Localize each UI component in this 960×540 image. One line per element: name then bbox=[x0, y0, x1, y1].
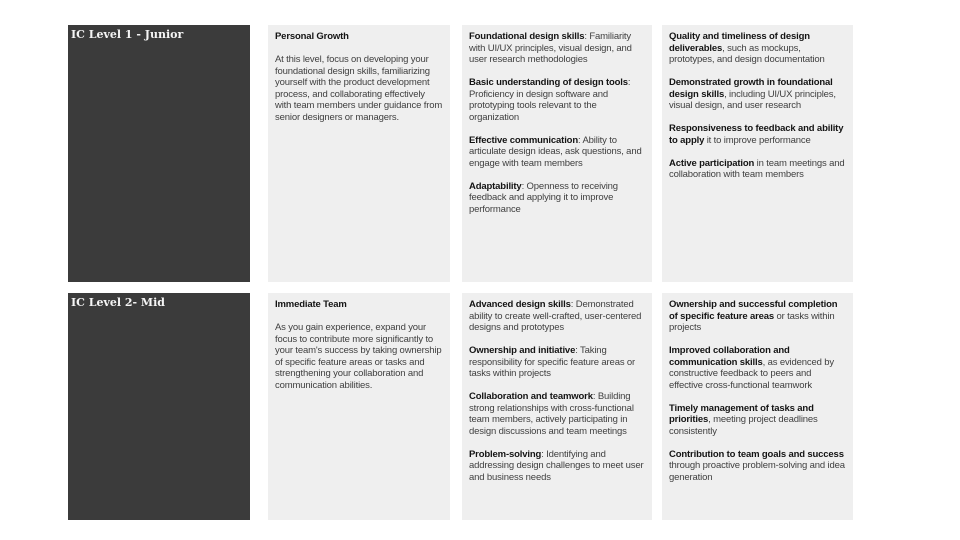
outcome-item-lead: Responsiveness to feedback and ability to apply bbox=[669, 123, 844, 146]
focus-cell bbox=[268, 25, 450, 282]
outcome-item-rest: , including UI/UX principles, visual design, and user research bbox=[669, 88, 836, 111]
outcome-item bbox=[669, 123, 846, 146]
outcome-item bbox=[669, 31, 846, 66]
skill-item-lead: Collaboration and teamwork bbox=[469, 391, 593, 402]
level-label: IC Level 2- Mid bbox=[71, 296, 165, 309]
skill-item-lead: Adaptability bbox=[469, 180, 522, 192]
focus-body: At this level, focus on developing your foundational design skills, familiarizing yourself with the product development process, and collaborating effectively with team members under guidance from senior designers or managers. bbox=[275, 54, 443, 123]
skill-item-rest: : Building strong relationships with cross-functional team members, actively participating in design discussions and team meetings bbox=[469, 391, 634, 437]
outcome-item-lead: Quality and timeliness of design deliverables bbox=[669, 31, 810, 54]
skill-item-rest: : Demonstrated ability to create well-crafted, user-centered designs and prototypes bbox=[469, 299, 642, 333]
skill-item-rest: : Identifying and addressing design challenges to meet user and business needs bbox=[469, 448, 644, 483]
skill-item-rest: : Ability to articulate design ideas, ask questions, and engage with team members bbox=[469, 134, 642, 169]
skill-item bbox=[469, 299, 645, 334]
focus-heading: Immediate Team bbox=[275, 299, 347, 310]
outcome-item-lead: Contribution to team goals and success bbox=[669, 448, 844, 460]
table-row-ic-level-1 bbox=[0, 25, 960, 282]
outcome-item bbox=[669, 158, 846, 181]
skill-item bbox=[469, 345, 645, 380]
outcome-item-rest: it to improve performance bbox=[704, 134, 811, 146]
outcome-item-lead: Timely management of tasks and priorities bbox=[669, 402, 814, 425]
outcomes-cell bbox=[662, 25, 853, 282]
focus-cell bbox=[268, 293, 450, 520]
outcome-item-lead: Active participation bbox=[669, 157, 755, 169]
skill-item-lead: Advanced design skills bbox=[469, 299, 571, 310]
outcome-item bbox=[669, 449, 846, 484]
skill-item-rest: : Proficiency in design software and prototyping tools relevant to the organization bbox=[469, 77, 631, 123]
skill-item bbox=[469, 449, 645, 484]
outcome-item-rest: through proactive problem-solving and idea generation bbox=[669, 460, 845, 483]
outcome-item-rest: , meeting project deadlines consistently bbox=[669, 414, 818, 437]
outcome-item-rest: , such as mockups, prototypes, and design documentation bbox=[669, 42, 825, 65]
skills-cell bbox=[462, 25, 652, 282]
outcome-item-rest: or tasks within projects bbox=[669, 310, 835, 333]
focus-body: As you gain experience, expand your focus to contribute more significantly to your team's success by taking ownership of specific feature areas or tasks and strengthening your collaboration and communication abilities. bbox=[275, 322, 442, 391]
outcome-item-lead: Demonstrated growth in foundational design skills bbox=[669, 77, 833, 100]
outcome-item bbox=[669, 77, 846, 112]
level-label: IC Level 1 - Junior bbox=[71, 28, 184, 41]
outcome-item bbox=[669, 403, 846, 438]
level-cell bbox=[68, 25, 250, 282]
level-cell bbox=[68, 293, 250, 520]
outcome-item-rest: , as evidenced by constructive feedback to peers and effective cross-functional teamwork bbox=[669, 356, 835, 391]
outcome-item bbox=[669, 345, 846, 391]
outcome-item-lead: Improved collaboration and communication skills bbox=[669, 345, 790, 368]
skill-item bbox=[469, 31, 645, 66]
skill-item-rest: : Familiarity with UI/UX principles, visual design, and user research methodologies bbox=[469, 31, 632, 65]
skill-item-lead: Effective communication bbox=[469, 134, 578, 146]
skill-item-rest: : Taking responsibility for specific feature areas or tasks within projects bbox=[469, 345, 636, 379]
skill-item-lead: Ownership and initiative bbox=[469, 345, 576, 356]
skills-cell bbox=[462, 293, 652, 520]
skill-item-lead: Basic understanding of design tools bbox=[469, 77, 628, 88]
skill-item bbox=[469, 181, 645, 216]
skill-item bbox=[469, 135, 645, 170]
skill-item-rest: : Openness to receiving feedback and applying it to improve performance bbox=[469, 180, 618, 215]
table-row-ic-level-2 bbox=[0, 293, 960, 520]
skill-item bbox=[469, 77, 645, 123]
outcome-item bbox=[669, 299, 846, 334]
outcome-item-lead: Ownership and successful completion of specific feature areas bbox=[669, 299, 838, 322]
skill-item-lead: Problem-solving bbox=[469, 448, 542, 460]
focus-heading: Personal Growth bbox=[275, 31, 349, 42]
skill-item bbox=[469, 391, 645, 437]
outcome-item-rest: in team meetings and collaboration with team members bbox=[669, 157, 845, 180]
outcomes-cell bbox=[662, 293, 853, 520]
skill-item-lead: Foundational design skills bbox=[469, 31, 585, 42]
